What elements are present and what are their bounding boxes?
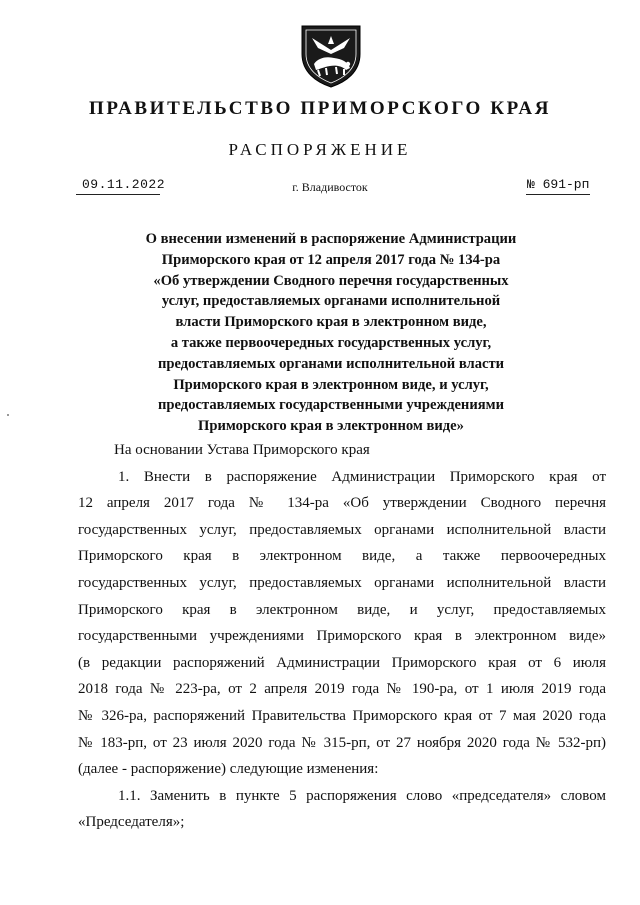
item1-line: (в редакции распоряжений Администрации Приморского края от 6 июля <box>78 654 606 671</box>
item1-line: 2018 года № 223-ра, от 2 апреля 2019 года № 190-ра, от 1 июля 2019 года <box>78 681 606 698</box>
document-subject <box>120 229 542 437</box>
item1-line: 1. Внести в распоряжение Администрации Приморского края от <box>118 468 606 485</box>
item1-line: государственных услуг, предоставляемых органами исполнительной власти <box>78 521 606 538</box>
date-underline <box>76 194 160 195</box>
item11-line: 1.1. Заменить в пункте 5 распоряжения слово «председателя» словом <box>118 787 606 804</box>
item1-line: Приморского края в электронном виде, а также первоочередных <box>78 548 606 565</box>
primorsky-krai-coat-of-arms-icon <box>298 24 364 88</box>
number-underline <box>526 194 590 195</box>
item1-line: государственными учреждениями Приморского края в электронном виде» <box>78 628 606 645</box>
subject-line: а также первоочередных государственных услуг, <box>170 334 492 351</box>
subject-line: предоставляемых органами исполнительной власти <box>157 355 505 372</box>
subject-line: О внесении изменений в распоряжение Администрации <box>145 231 517 247</box>
item1-line: № 183-рп, от 23 июля 2020 года № 315-рп, от 27 ноября 2020 года № 532-рп) <box>78 734 606 751</box>
item1-line: (далее - распоряжение) следующие изменения: <box>78 761 379 778</box>
subject-line: «Об утверждении Сводного перечня государственных <box>153 272 509 289</box>
margin-mark <box>7 414 9 416</box>
document-type: РАСПОРЯЖЕНИЕ <box>228 140 412 159</box>
document-body <box>78 437 606 836</box>
basis-paragraph: На основании Устава Приморского края <box>114 442 370 458</box>
document-date: 09.11.2022 <box>82 177 166 192</box>
government-title: ПРАВИТЕЛЬСТВО ПРИМОРСКОГО КРАЯ <box>88 98 552 119</box>
subject-line: Приморского края в электронном виде» <box>198 418 464 435</box>
subject-line: Приморского края от 12 апреля 2017 года № 134-ра <box>161 251 501 268</box>
document-city: г. Владивосток <box>292 180 368 194</box>
document-number: № 691-рп <box>527 177 590 192</box>
subject-line: услуг, предоставляемых органами исполнительной <box>161 293 501 310</box>
subject-line: Приморского края в электронном виде, и услуг, <box>173 376 489 393</box>
item1-line: 12 апреля 2017 года № 134-ра «Об утверждении Сводного перечня <box>78 495 606 512</box>
item1-line: № 326-ра, распоряжений Правительства Приморского края от 7 мая 2020 года <box>78 707 606 724</box>
item11-line: «Председателя»; <box>78 814 185 831</box>
subject-line: власти Приморского края в электронном виде, <box>175 314 487 331</box>
item1-line: государственных услуг, предоставляемых органами исполнительной власти <box>78 574 606 591</box>
item1-line: Приморского края в электронном виде, и услуг, предоставляемых <box>78 601 606 618</box>
subject-line: предоставляемых государственными учреждениями <box>158 397 504 414</box>
